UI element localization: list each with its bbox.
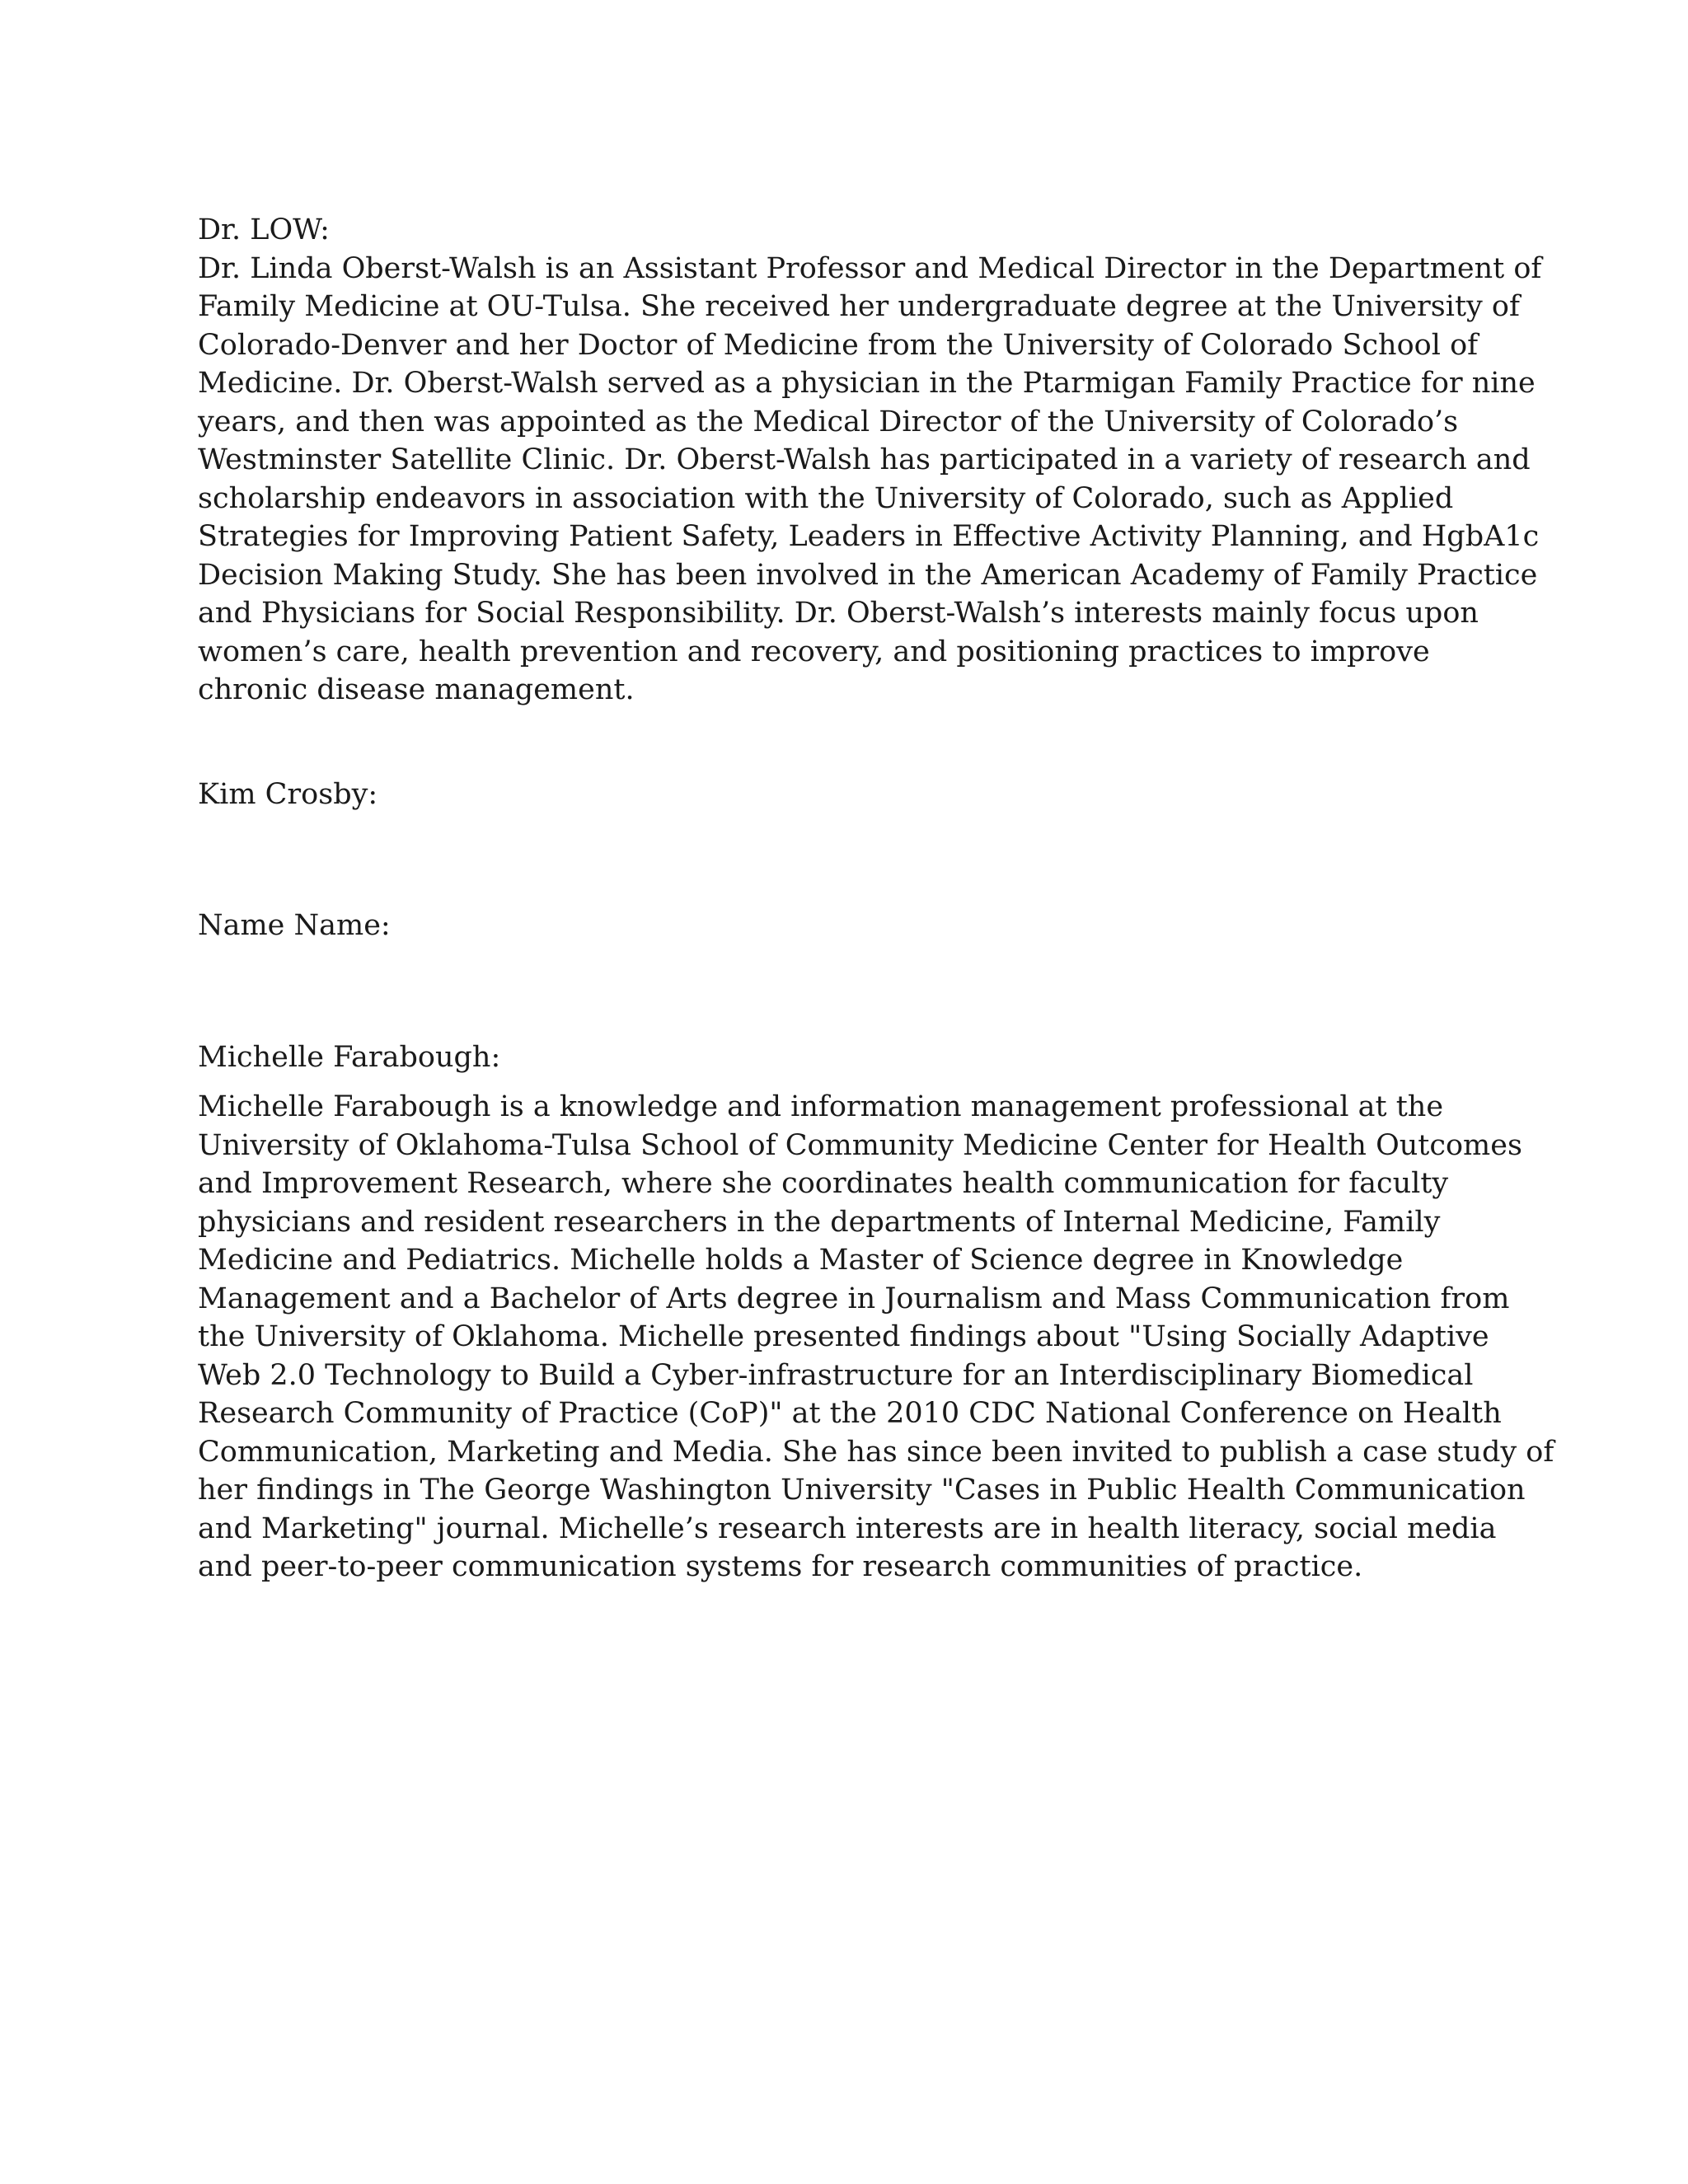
bio-heading-name: Name Name: [198, 909, 391, 942]
paragraph-line: Medicine and Pediatrics. Michelle holds a Master of Science degree in Knowledge [198, 1244, 1404, 1277]
paragraph-line: and Improvement Research, where she coordinates health communication for faculty [198, 1167, 1449, 1200]
paragraph-line: Communication, Marketing and Media. She has since been invited to publish a case study of [198, 1435, 1554, 1469]
bio-section-low [198, 211, 1542, 710]
paragraph-line: chronic disease management. [198, 673, 635, 706]
paragraph-line: Colorado-Denver and her Doctor of Medicine from the University of Colorado School of [198, 328, 1479, 362]
paragraph-line: women’s care, health prevention and recovery, and positioning practices to improve [198, 635, 1430, 668]
paragraph-line: Web 2.0 Technology to Build a Cyber-infrastructure for an Interdisciplinary Biomedical [198, 1358, 1474, 1392]
paragraph-line: scholarship endeavors in association with the University of Colorado, such as Applied [198, 481, 1454, 515]
paragraph-line: the University of Oklahoma. Michelle presented findings about "Using Socially Adaptive [198, 1320, 1489, 1353]
bio-heading-low: Dr. LOW: [198, 213, 330, 246]
paragraph-line: Research Community of Practice (CoP)" at the 2010 CDC National Conference on Health [198, 1397, 1502, 1430]
document-body [198, 211, 1554, 1586]
bio-heading-crosby: Kim Crosby: [198, 777, 378, 811]
paragraph-line: Westminster Satellite Clinic. Dr. Oberst-Walsh has participated in a variety of research and [198, 443, 1531, 476]
bio-paragraph-low [198, 250, 1542, 710]
paragraph-line: Dr. Linda Oberst-Walsh is an Assistant Professor and Medical Director in the Department of [198, 251, 1542, 285]
paragraph-line: Michelle Farabough is a knowledge and information management professional at the [198, 1090, 1444, 1123]
paragraph-line: Management and a Bachelor of Arts degree in Journalism and Mass Communication from [198, 1282, 1510, 1315]
paragraph-line: her findings in The George Washington University "Cases in Public Health Communication [198, 1474, 1526, 1507]
paragraph-line: and Marketing" journal. Michelle’s research interests are in health literacy, social media [198, 1511, 1497, 1545]
bio-heading-farabough: Michelle Farabough: [198, 1040, 501, 1074]
heading-spacer [198, 1076, 1517, 1088]
paragraph-line: Strategies for Improving Patient Safety, Leaders in Effective Activity Planning, and HgbA1c [198, 520, 1540, 553]
paragraph-line: physicians and resident researchers in the departments of Internal Medicine, Family [198, 1205, 1441, 1239]
section-spacer [198, 945, 1517, 1038]
paragraph-line: years, and then was appointed as the Medical Director of the University of Colorado’s [198, 405, 1459, 438]
bio-section-farabough [198, 1038, 1554, 1586]
bio-section-name [198, 907, 1517, 945]
paragraph-line: Decision Making Study. She has been involved in the American Academy of Family Practice [198, 558, 1538, 592]
paragraph-line: University of Oklahoma-Tulsa School of Community Medicine Center for Health Outcomes [198, 1128, 1522, 1162]
section-spacer [198, 710, 1517, 776]
paragraph-line: and peer-to-peer communication systems for research communities of practice. [198, 1550, 1363, 1583]
bio-paragraph-farabough [198, 1088, 1554, 1586]
paragraph-line: Medicine. Dr. Oberst-Walsh served as a physician in the Ptarmigan Family Practice for nine [198, 367, 1536, 400]
paragraph-line: Family Medicine at OU-Tulsa. She received her undergraduate degree at the University of [198, 290, 1520, 323]
section-spacer [198, 813, 1517, 907]
bio-section-crosby [198, 776, 1517, 814]
paragraph-line: and Physicians for Social Responsibility. Dr. Oberst-Walsh’s interests mainly focus upon [198, 597, 1479, 630]
